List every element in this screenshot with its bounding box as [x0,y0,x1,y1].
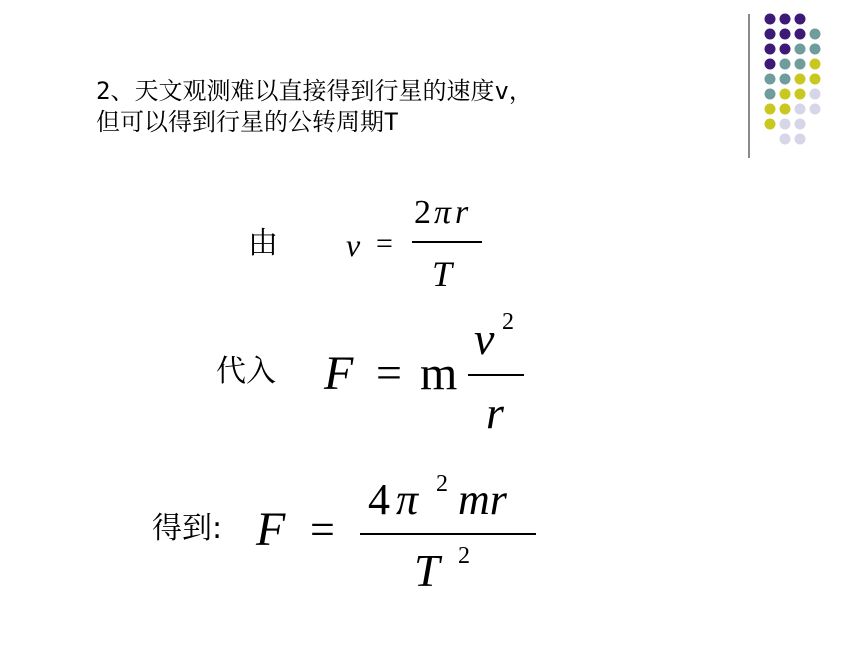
decorative-dot [765,14,776,25]
decorative-dot [765,89,776,100]
step1-label: 由 [248,226,278,261]
decorative-dot [780,119,791,130]
decorative-dot [765,119,776,130]
decorative-dot [765,29,776,40]
decorative-dot [780,44,791,55]
result-lhs: F [256,503,286,556]
velocity-denominator: T [432,254,453,294]
decorative-dot [810,89,821,100]
result-denominator-exponent: 2 [458,543,470,569]
velocity-lhs: v [346,227,361,263]
force-equals: = [376,347,402,398]
decorative-dot [795,44,806,55]
force-mass: m [420,347,458,400]
force-denominator: r [486,387,504,438]
decorative-dot [795,14,806,25]
decorative-dot [765,104,776,115]
decorative-dot [780,134,791,145]
decorative-dot [765,59,776,70]
decorative-dot [795,74,806,85]
decorative-divider [748,14,750,158]
result-numerator-mr: mr [458,475,507,524]
step2-label: 代入 [216,354,276,389]
decorative-dot [780,59,791,70]
decorative-dot [810,29,821,40]
force-numerator-exponent: 2 [502,309,514,335]
decorative-dot [795,104,806,115]
decorative-dot-grid [760,12,860,152]
decorative-dot [795,29,806,40]
decorative-dot [780,29,791,40]
decorative-dot [780,89,791,100]
velocity-fraction-bar [412,241,482,243]
decorative-dot [780,104,791,115]
decorative-dot [810,59,821,70]
velocity-numerator-coefficient: 2 [414,194,431,231]
decorative-dot [795,134,806,145]
result-equals: = [310,505,335,554]
result-numerator-exponent: 2 [436,471,448,497]
decorative-dot [810,104,821,115]
force-numerator-v: v [474,313,495,364]
decorative-dot [765,74,776,85]
result-fraction-bar [360,533,536,535]
force-fraction-bar [468,374,524,376]
intro-text [96,76,736,138]
decorative-dot [795,59,806,70]
result-numerator-coefficient: 4 [368,475,390,524]
velocity-equals: = [376,227,393,260]
intro-line-1: 2、天文观测难以直接得到行星的速度v， [96,77,533,105]
step3-label: 得到: [152,511,223,546]
intro-line-2: 但可以得到行星的公转周期T [96,108,399,136]
decorative-dot [780,74,791,85]
force-lhs: F [324,347,354,400]
decorative-dot [810,44,821,55]
velocity-numerator-pi: π [434,194,452,231]
decorative-dot [810,74,821,85]
result-denominator: T [414,545,440,596]
velocity-numerator-r: r [455,194,469,231]
decorative-dot [795,119,806,130]
result-numerator-pi: π [396,475,419,524]
decorative-dot [765,44,776,55]
decorative-dot [795,89,806,100]
decorative-dot [780,14,791,25]
